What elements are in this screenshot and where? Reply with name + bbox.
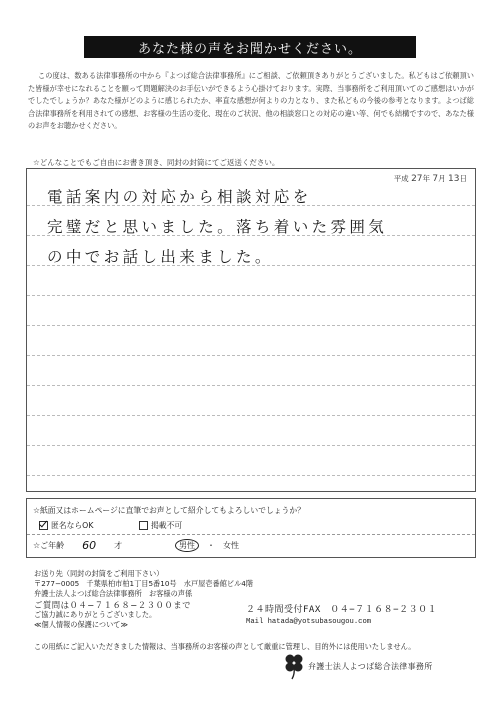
date-field — [394, 173, 467, 184]
handwritten-line: の中でお話し出来ました。 — [47, 248, 274, 266]
writing-line — [27, 325, 475, 326]
handwritten-line: 電話案内の対応から相談対応を — [47, 188, 312, 206]
date-era: 平成 — [393, 174, 409, 183]
consent-question: ☆紙面又はホームページに直筆でお声として紹介してもよろしいでしょうか？ — [33, 506, 305, 515]
gender-female-option[interactable]: 女性 — [223, 541, 239, 550]
question-tel: ご質問は０４−７１６８−２３００まで — [34, 599, 192, 610]
writing-line — [27, 385, 475, 386]
date-year-suffix: 年 — [422, 174, 431, 183]
firm-name: 弁護士法人よつば総合法律事務所 — [308, 662, 433, 671]
date-day-suffix: 日 — [459, 174, 467, 183]
page-title: あなた様の声をお聞かせください。 — [84, 36, 416, 58]
date-month: 7 — [432, 174, 439, 184]
handwritten-line: 完璧だと思いました。落ち着いた雰囲気 — [47, 218, 388, 236]
send-to-label: お送り先（同封の封筒をご利用下さい） — [34, 569, 164, 578]
gender-male-option[interactable]: 男性 — [175, 539, 199, 552]
contact-right — [246, 604, 437, 628]
privacy-notice: この用紙にご記入いただきました情報は、当事務所のお客様の声として厳重に管理し、目的外には使用いたしません。 — [34, 642, 416, 651]
checkbox-icon[interactable] — [139, 521, 148, 530]
fax-number: ２４時間受付FAX ０４−７１６８−２３０１ — [246, 605, 438, 615]
gender-field — [175, 539, 239, 552]
age-label: ☆ご年齢 — [33, 541, 65, 550]
option-anonymous-ok[interactable] — [39, 520, 93, 531]
thanks-text: ご協力誠にありがとうございました。 — [34, 609, 157, 619]
option-label: 匿名ならOK — [51, 521, 94, 530]
writing-line — [27, 355, 475, 356]
writing-line — [27, 475, 475, 476]
clover-logo-icon — [282, 652, 306, 680]
option-no-publish[interactable] — [139, 520, 182, 531]
divider — [27, 534, 475, 535]
gender-separator: ・ — [207, 541, 215, 550]
privacy-title: ≪個人情報の保護について≫ — [34, 620, 128, 630]
recipient: 弁護士法人よつば総合法律事務所 お客様の声係 — [34, 589, 193, 599]
comment-box[interactable] — [26, 158, 476, 492]
writing-line — [27, 445, 475, 446]
date-month-suffix: 月 — [438, 174, 446, 183]
consent-section — [26, 498, 476, 558]
writing-line — [27, 295, 475, 296]
comment-prompt: ☆どんなことでもご自由にお書き頂き、同封の封筒にてご返送ください。 — [33, 158, 280, 167]
age-field[interactable] — [33, 539, 122, 552]
intro-paragraph: この度は、数ある法律事務所の中から『よつば総合法律事務所』にご相談、ご依頼頂きありがとうございました。私どもはご依頼頂いた皆様が幸せになれることを願って問題解決のお手伝いができるよう心掛けております。実際、当事務所をご利用頂いてのご感想はいかがでしたでしょうか？あなた様がどのように感じられたか、率直な感想が何よりの力となり、また私どもの今後の参考となります。よつば総合法律事務所を利用されての感想、お客様の生活の変化、現在のご状況、他の相談窓口との対応の違い等、何でも結構ですので、あなた様のお声をお聴かせください。 — [28, 71, 474, 131]
option-label: 掲載不可 — [151, 521, 183, 530]
address: 〒277−0005 千葉県柏市柏1丁目5番10号 水戸屋壱番館ビル4階 — [34, 579, 254, 589]
mail-address[interactable]: Mail hatada@yotsubasougou.com — [246, 618, 372, 626]
checkbox-checked-icon[interactable] — [39, 521, 48, 530]
writing-line — [27, 415, 475, 416]
date-year: 27 — [411, 174, 423, 184]
date-day: 13 — [448, 174, 460, 184]
age-suffix: 才 — [114, 541, 123, 550]
age-value: 60 — [82, 539, 97, 552]
